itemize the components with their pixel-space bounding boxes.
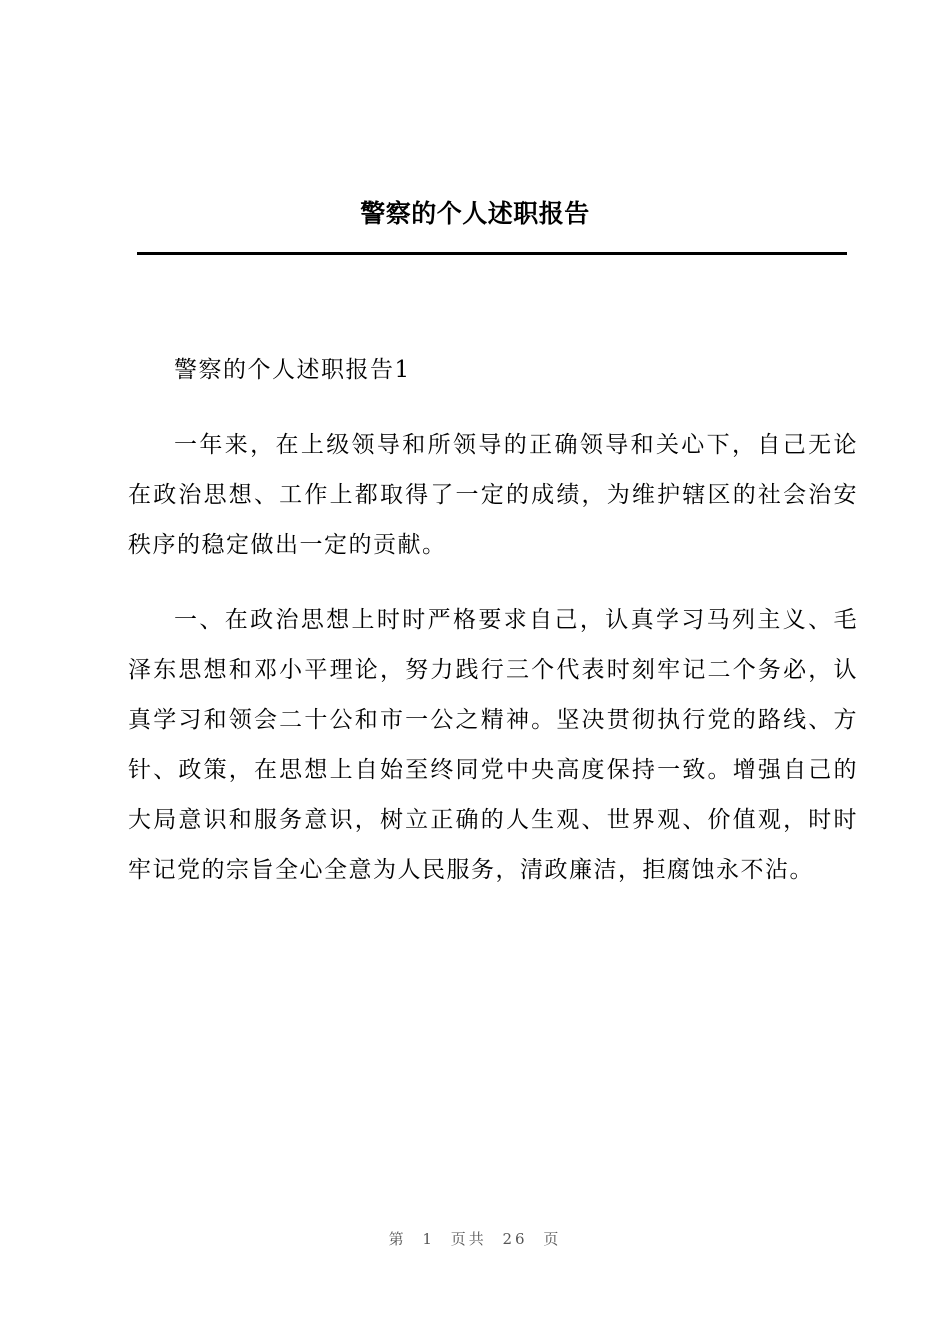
paragraph-political: 一、在政治思想上时时严格要求自己，认真学习马列主义、毛泽东思想和邓小平理论，努力践行三个代表时刻牢记二个务必，认真学习和领会二十公和市一公之精神。坚决贯彻执行党的路线、方针、政策，在思想上自始至终同党中央高度保持一致。增强自己的大局意识和服务意识，树立正确的人生观、世界观、价值观，时时牢记党的宗旨全心全意为人民服务，清政廉洁，拒腐蚀永不沾。: [128, 607, 858, 883]
footer-total-pages: 26: [502, 1230, 528, 1248]
section-heading: 警察的个人述职报告1: [174, 357, 411, 383]
footer-suffix: 页: [543, 1230, 562, 1248]
footer-middle: 页共: [450, 1230, 487, 1248]
paragraph-intro: 一年来，在上级领导和所领导的正确领导和关心下，自己无论在政治思想、工作上都取得了一定的成绩，为维护辖区的社会治安秩序的稳定做出一定的贡献。: [128, 432, 858, 558]
page-footer: [0, 1228, 950, 1249]
footer-prefix: 第: [388, 1230, 407, 1248]
footer-page-number: 1: [422, 1230, 435, 1248]
title-divider: [137, 252, 847, 255]
page-title: 警察的个人述职报告: [360, 199, 590, 228]
document-body: [128, 345, 858, 920]
